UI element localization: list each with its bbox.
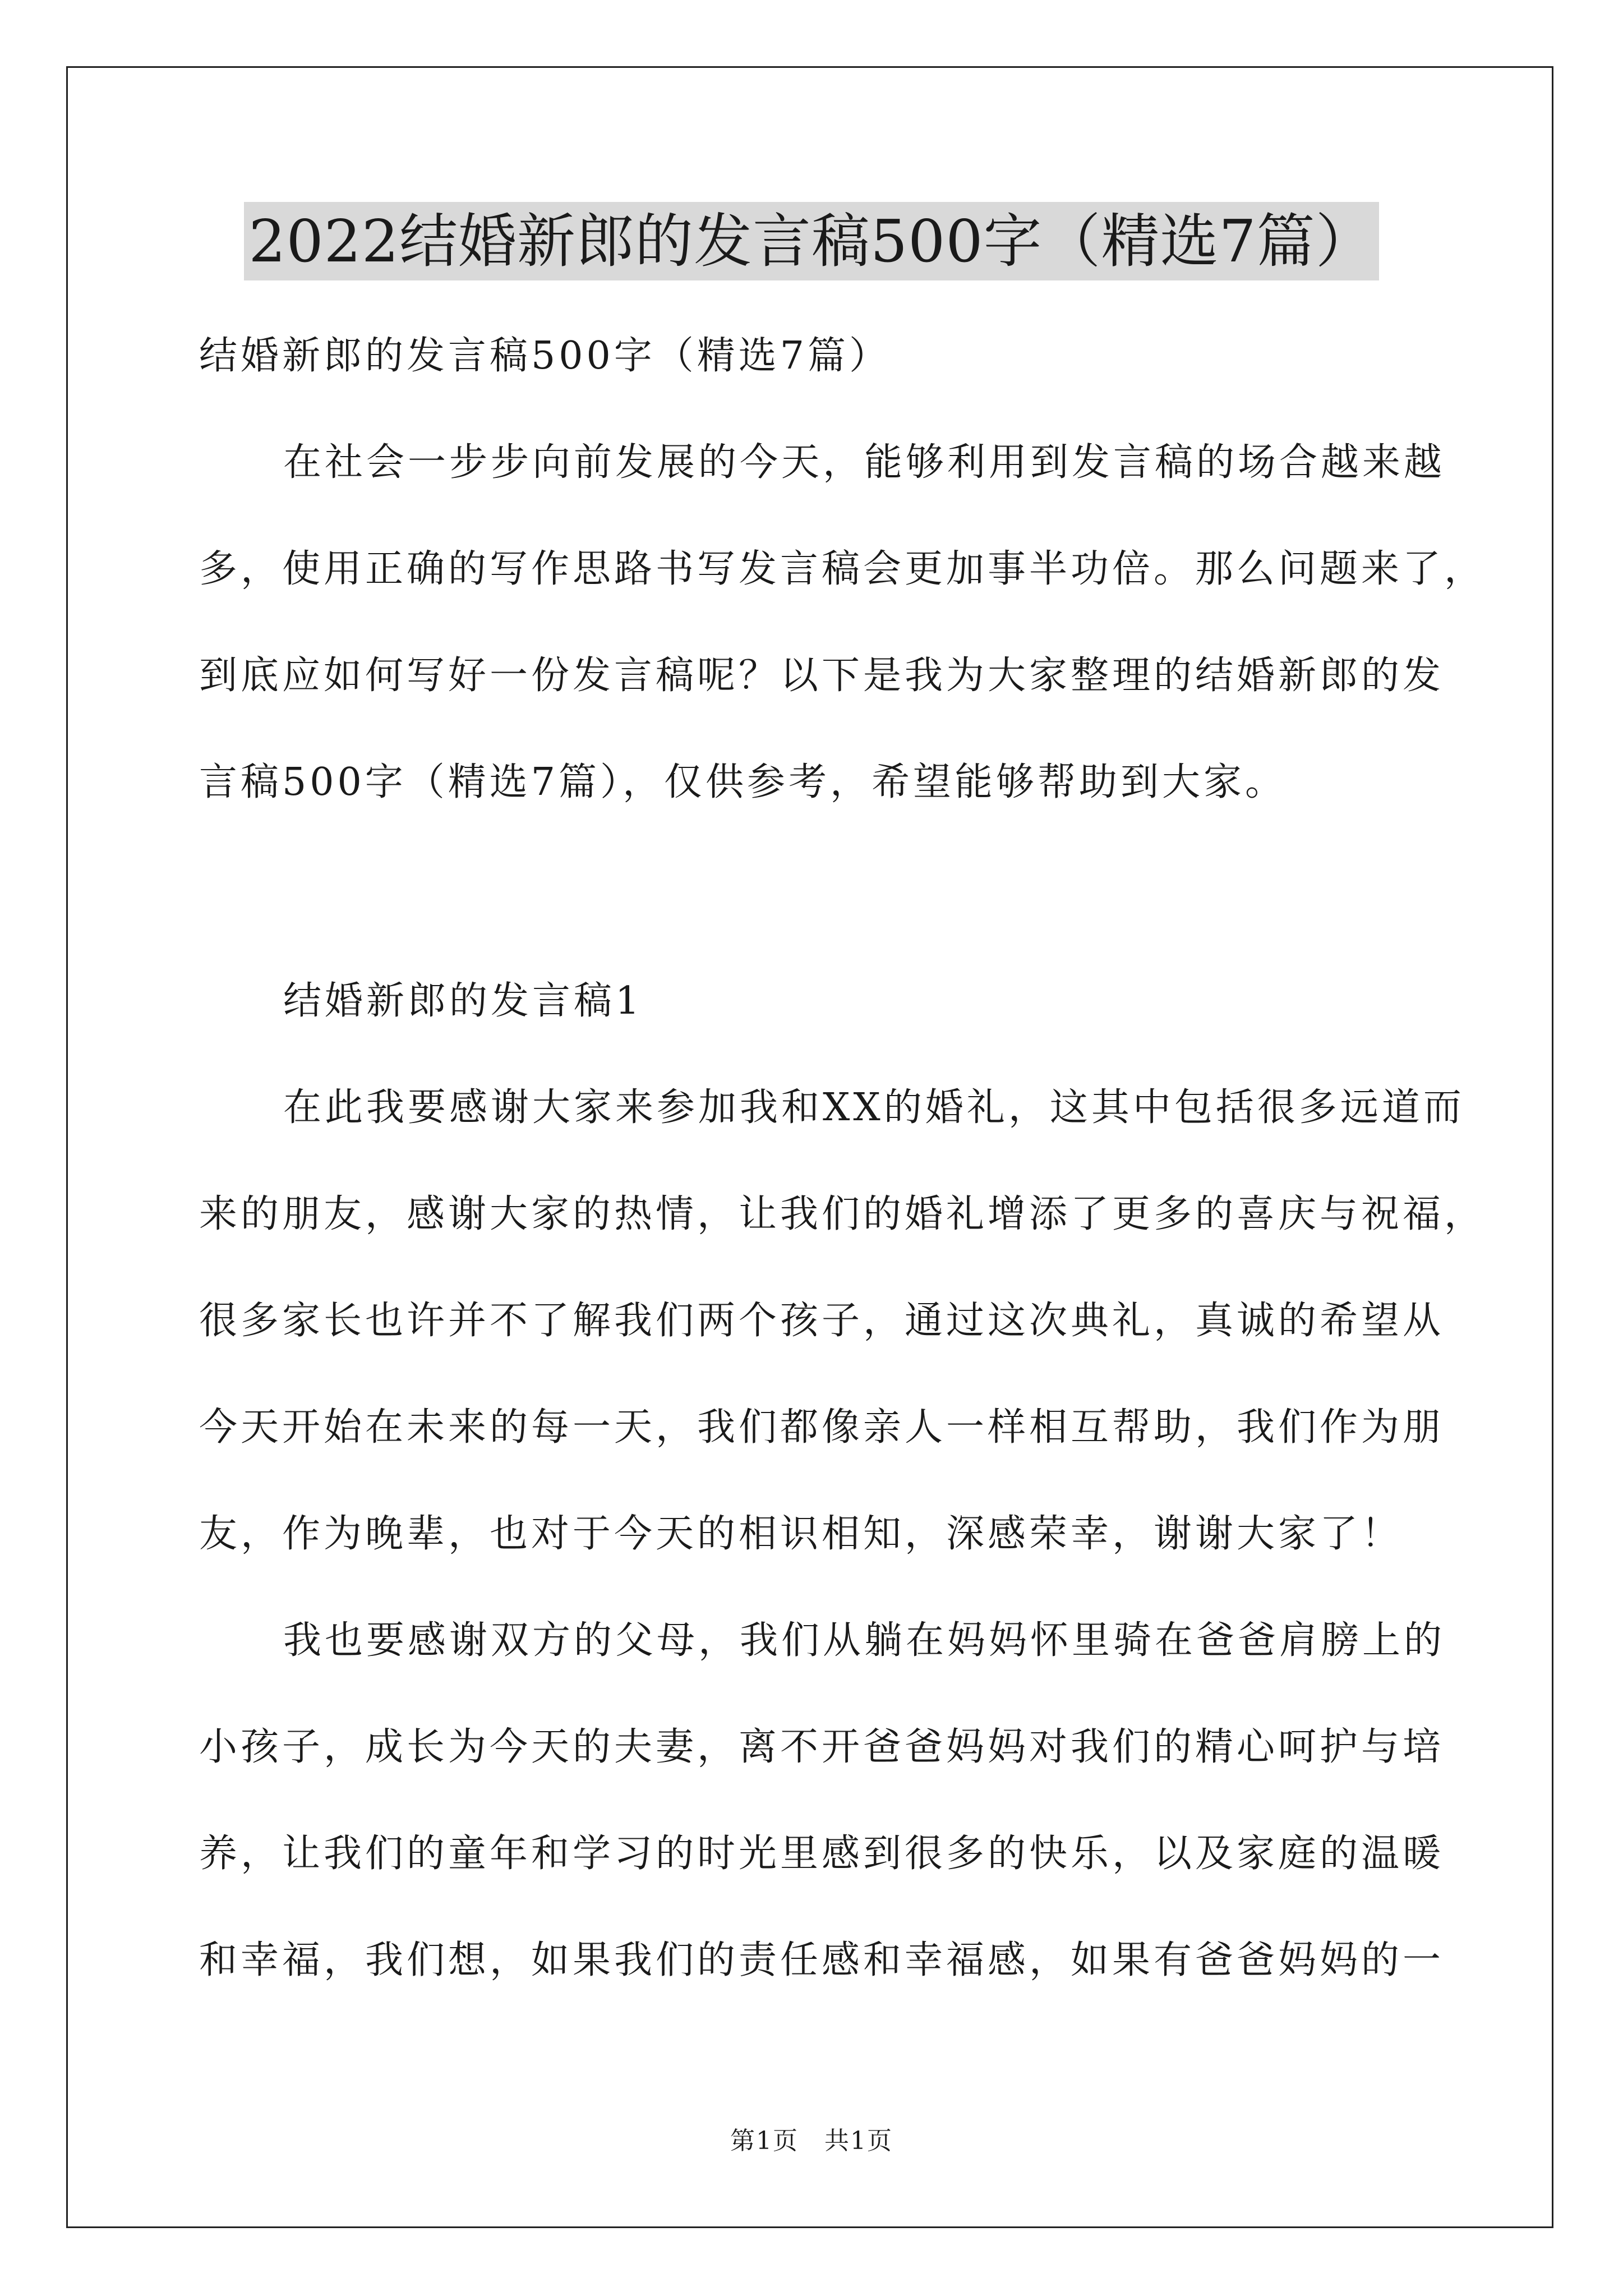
paragraph-line: 在此我要感谢大家来参加我和XX的婚礼，这其中包括很多远道而 <box>283 1085 1465 1130</box>
page-footer: 第1页 共1页 <box>730 2127 893 2155</box>
document-subtitle: 结婚新郎的发言稿500字（精选7篇） <box>199 334 891 378</box>
paragraph-1 <box>199 1055 1486 1588</box>
paragraph-line: 我也要感谢双方的父母，我们从躺在妈妈怀里骑在爸爸肩膀上的 <box>283 1618 1446 1663</box>
paragraph-line: 来的朋友，感谢大家的热情，让我们的婚礼增添了更多的喜庆与祝福， <box>199 1192 1486 1236</box>
paragraph-line: 养，让我们的童年和学习的时光里感到很多的快乐，以及家庭的温暖 <box>199 1832 1445 1876</box>
paragraph-line: 和幸福，我们想，如果我们的责任感和幸福感，如果有爸爸妈妈的一 <box>199 1938 1445 1982</box>
paragraph-line: 小孩子，成长为今天的夫妻，离不开爸爸妈妈对我们的精心呵护与培 <box>199 1725 1445 1769</box>
paragraph-line: 友，作为晚辈，也对于今天的相识相知，深感荣幸，谢谢大家了！ <box>199 1512 1403 1556</box>
intro-line: 到底应如何写好一份发言稿呢？以下是我为大家整理的结婚新郎的发 <box>199 654 1445 698</box>
paragraph-2 <box>199 1588 1467 2014</box>
intro-line: 多，使用正确的写作思路书写发言稿会更加事半功倍。那么问题来了， <box>199 547 1486 591</box>
intro-line: 言稿500字（精选7篇），仅供参考，希望能够帮助到大家。 <box>199 760 1287 804</box>
title-container <box>0 202 1623 280</box>
section-heading: 结婚新郎的发言稿1 <box>283 979 643 1023</box>
paragraph-gap <box>199 836 1467 948</box>
document-title: 2022结婚新郎的发言稿500字（精选7篇） <box>244 202 1378 280</box>
paragraph-line: 今天开始在未来的每一天，我们都像亲人一样相互帮助，我们作为朋 <box>199 1405 1445 1450</box>
document-body <box>199 303 1486 2014</box>
paragraph-line: 很多家长也许并不了解我们两个孩子，通过这次典礼，真诚的希望从 <box>199 1299 1445 1343</box>
intro-paragraph <box>199 409 1486 836</box>
intro-line: 在社会一步步向前发展的今天，能够利用到发言稿的场合越来越 <box>283 440 1446 485</box>
